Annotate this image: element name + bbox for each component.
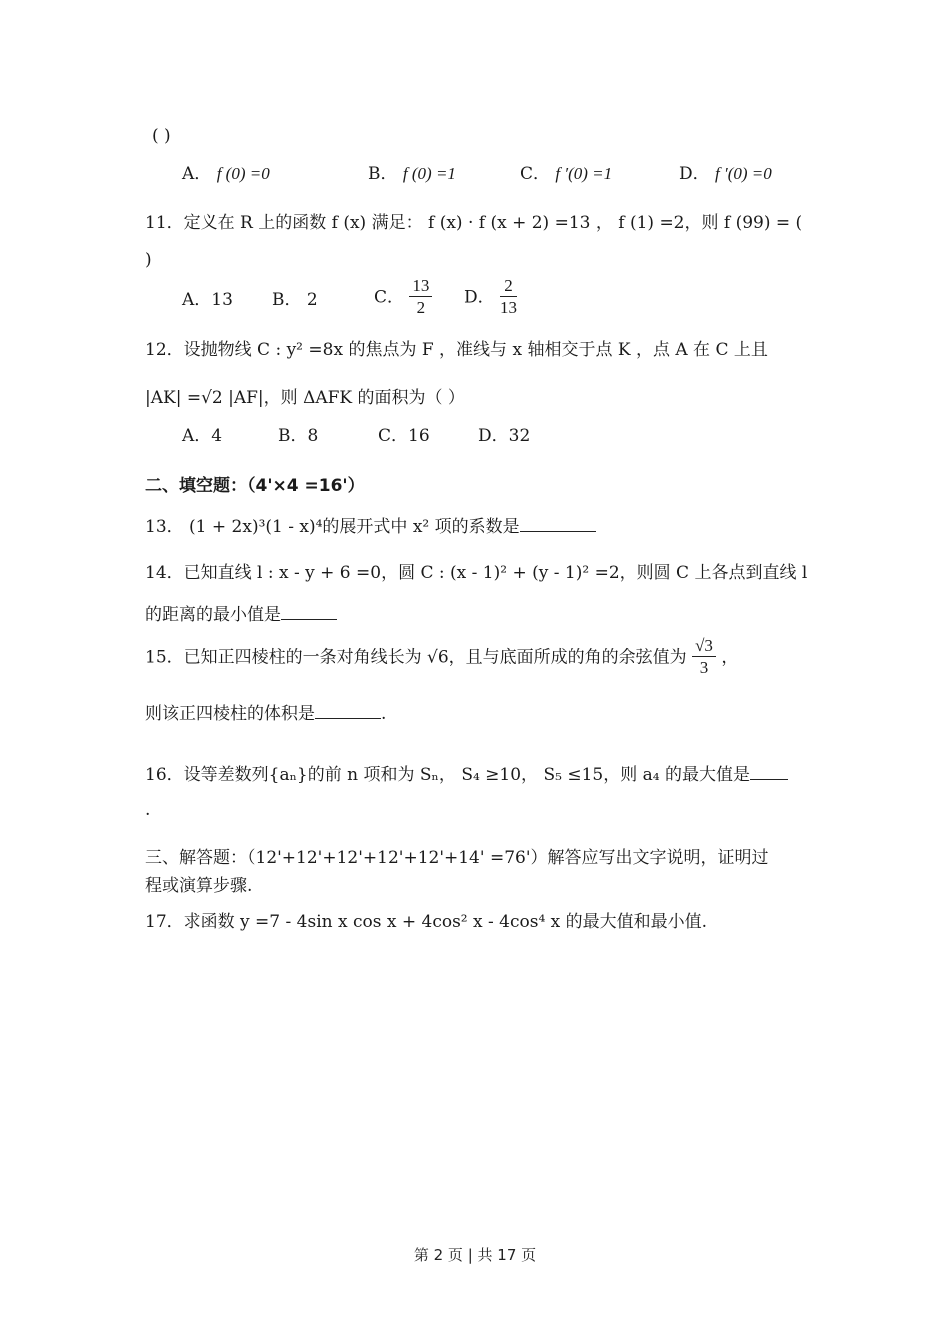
q11-option-c: C． $\frac{13}{2}$ — [374, 276, 432, 319]
q14-answer-blank — [281, 601, 337, 620]
q11-stem-line2: ) — [145, 250, 152, 270]
q10-answer-paren: ( ) — [152, 126, 171, 146]
page-footer: 第 2 页 | 共 17 页 — [413, 1246, 537, 1264]
q11-option-d: D． $\frac{2}{13}$ — [464, 276, 518, 317]
q10-option-b: B． f (0) =1 — [368, 164, 456, 184]
q15-stem-line1: 15．已知正四棱柱的一条对角线长为 √6，且与底面所成的角的余弦值为 $\frac{√3}{3}$ ， — [145, 636, 739, 677]
q12-option-d: D．32 — [478, 426, 531, 446]
q16-stem-line1: 16．设等差数列{aₙ}的前 n 项和为 Sₙ， S₄ ≥10， S₅ ≤15，则 a₄ 的最大值是 — [145, 761, 788, 785]
q14-stem-line2: 的距离的最小值是 — [145, 601, 337, 625]
q13-stem: 13． (1 + 2x)³(1 - x)⁴的展开式中 x² 项的系数是 — [145, 513, 596, 537]
section-answer-heading-line1: 三、解答题：（12'+12'+12'+12'+12'+14' =76'）解答应写出文字说明，证明过 — [145, 848, 769, 868]
q12-option-a: A．4 — [182, 426, 223, 446]
q15-answer-blank — [315, 700, 381, 719]
q16-answer-blank — [750, 761, 788, 780]
q11-option-b: B． 2 — [272, 290, 318, 310]
q11-option-c-fraction: $\frac{13}{2}$ — [409, 276, 432, 319]
q11-option-d-fraction: $\frac{2}{13}$ — [500, 276, 518, 317]
q11-option-a: A．13 — [182, 290, 233, 310]
section-fill-in-heading: 二、填空题：（4'×4 =16'） — [145, 476, 365, 496]
q15-cosine-fraction: $\frac{√3}{3}$ — [692, 636, 716, 679]
q10-option-d: D． f ′(0) =0 — [679, 164, 772, 184]
q15-stem-line2: 则该正四棱柱的体积是 . — [145, 700, 386, 724]
q10-option-c: C． f ′(0) =1 — [520, 164, 613, 184]
q12-stem-line1: 12．设抛物线 C : y² =8x 的焦点为 F ，准线与 x 轴相交于点 K ，点 A 在 C 上且 — [145, 340, 768, 360]
q10-option-a: A． f (0) =0 — [182, 164, 270, 184]
q17-stem: 17．求函数 y =7 - 4sin x cos x + 4cos² x - 4cos⁴ x 的最大值和最小值. — [145, 912, 708, 932]
q12-option-b: B．8 — [278, 426, 319, 446]
section-answer-heading-line2: 程或演算步骤. — [145, 876, 253, 896]
q12-stem-line2: |AK| =√2 |AF|，则 ΔAFK 的面积为（ ） — [145, 388, 465, 408]
q11-stem-line1: 11．定义在 R 上的函数 f (x) 满足： f (x) · f (x + 2) =13 ， f (1) =2，则 f (99) = ( — [145, 213, 803, 233]
q12-option-c: C．16 — [378, 426, 430, 446]
q14-stem-line1: 14．已知直线 l : x - y + 6 =0，圆 C : (x - 1)² + (y - 1)² =2，则圆 C 上各点到直线 l — [145, 563, 808, 583]
q13-answer-blank — [520, 513, 596, 532]
q16-stem-line2: . — [145, 800, 151, 820]
